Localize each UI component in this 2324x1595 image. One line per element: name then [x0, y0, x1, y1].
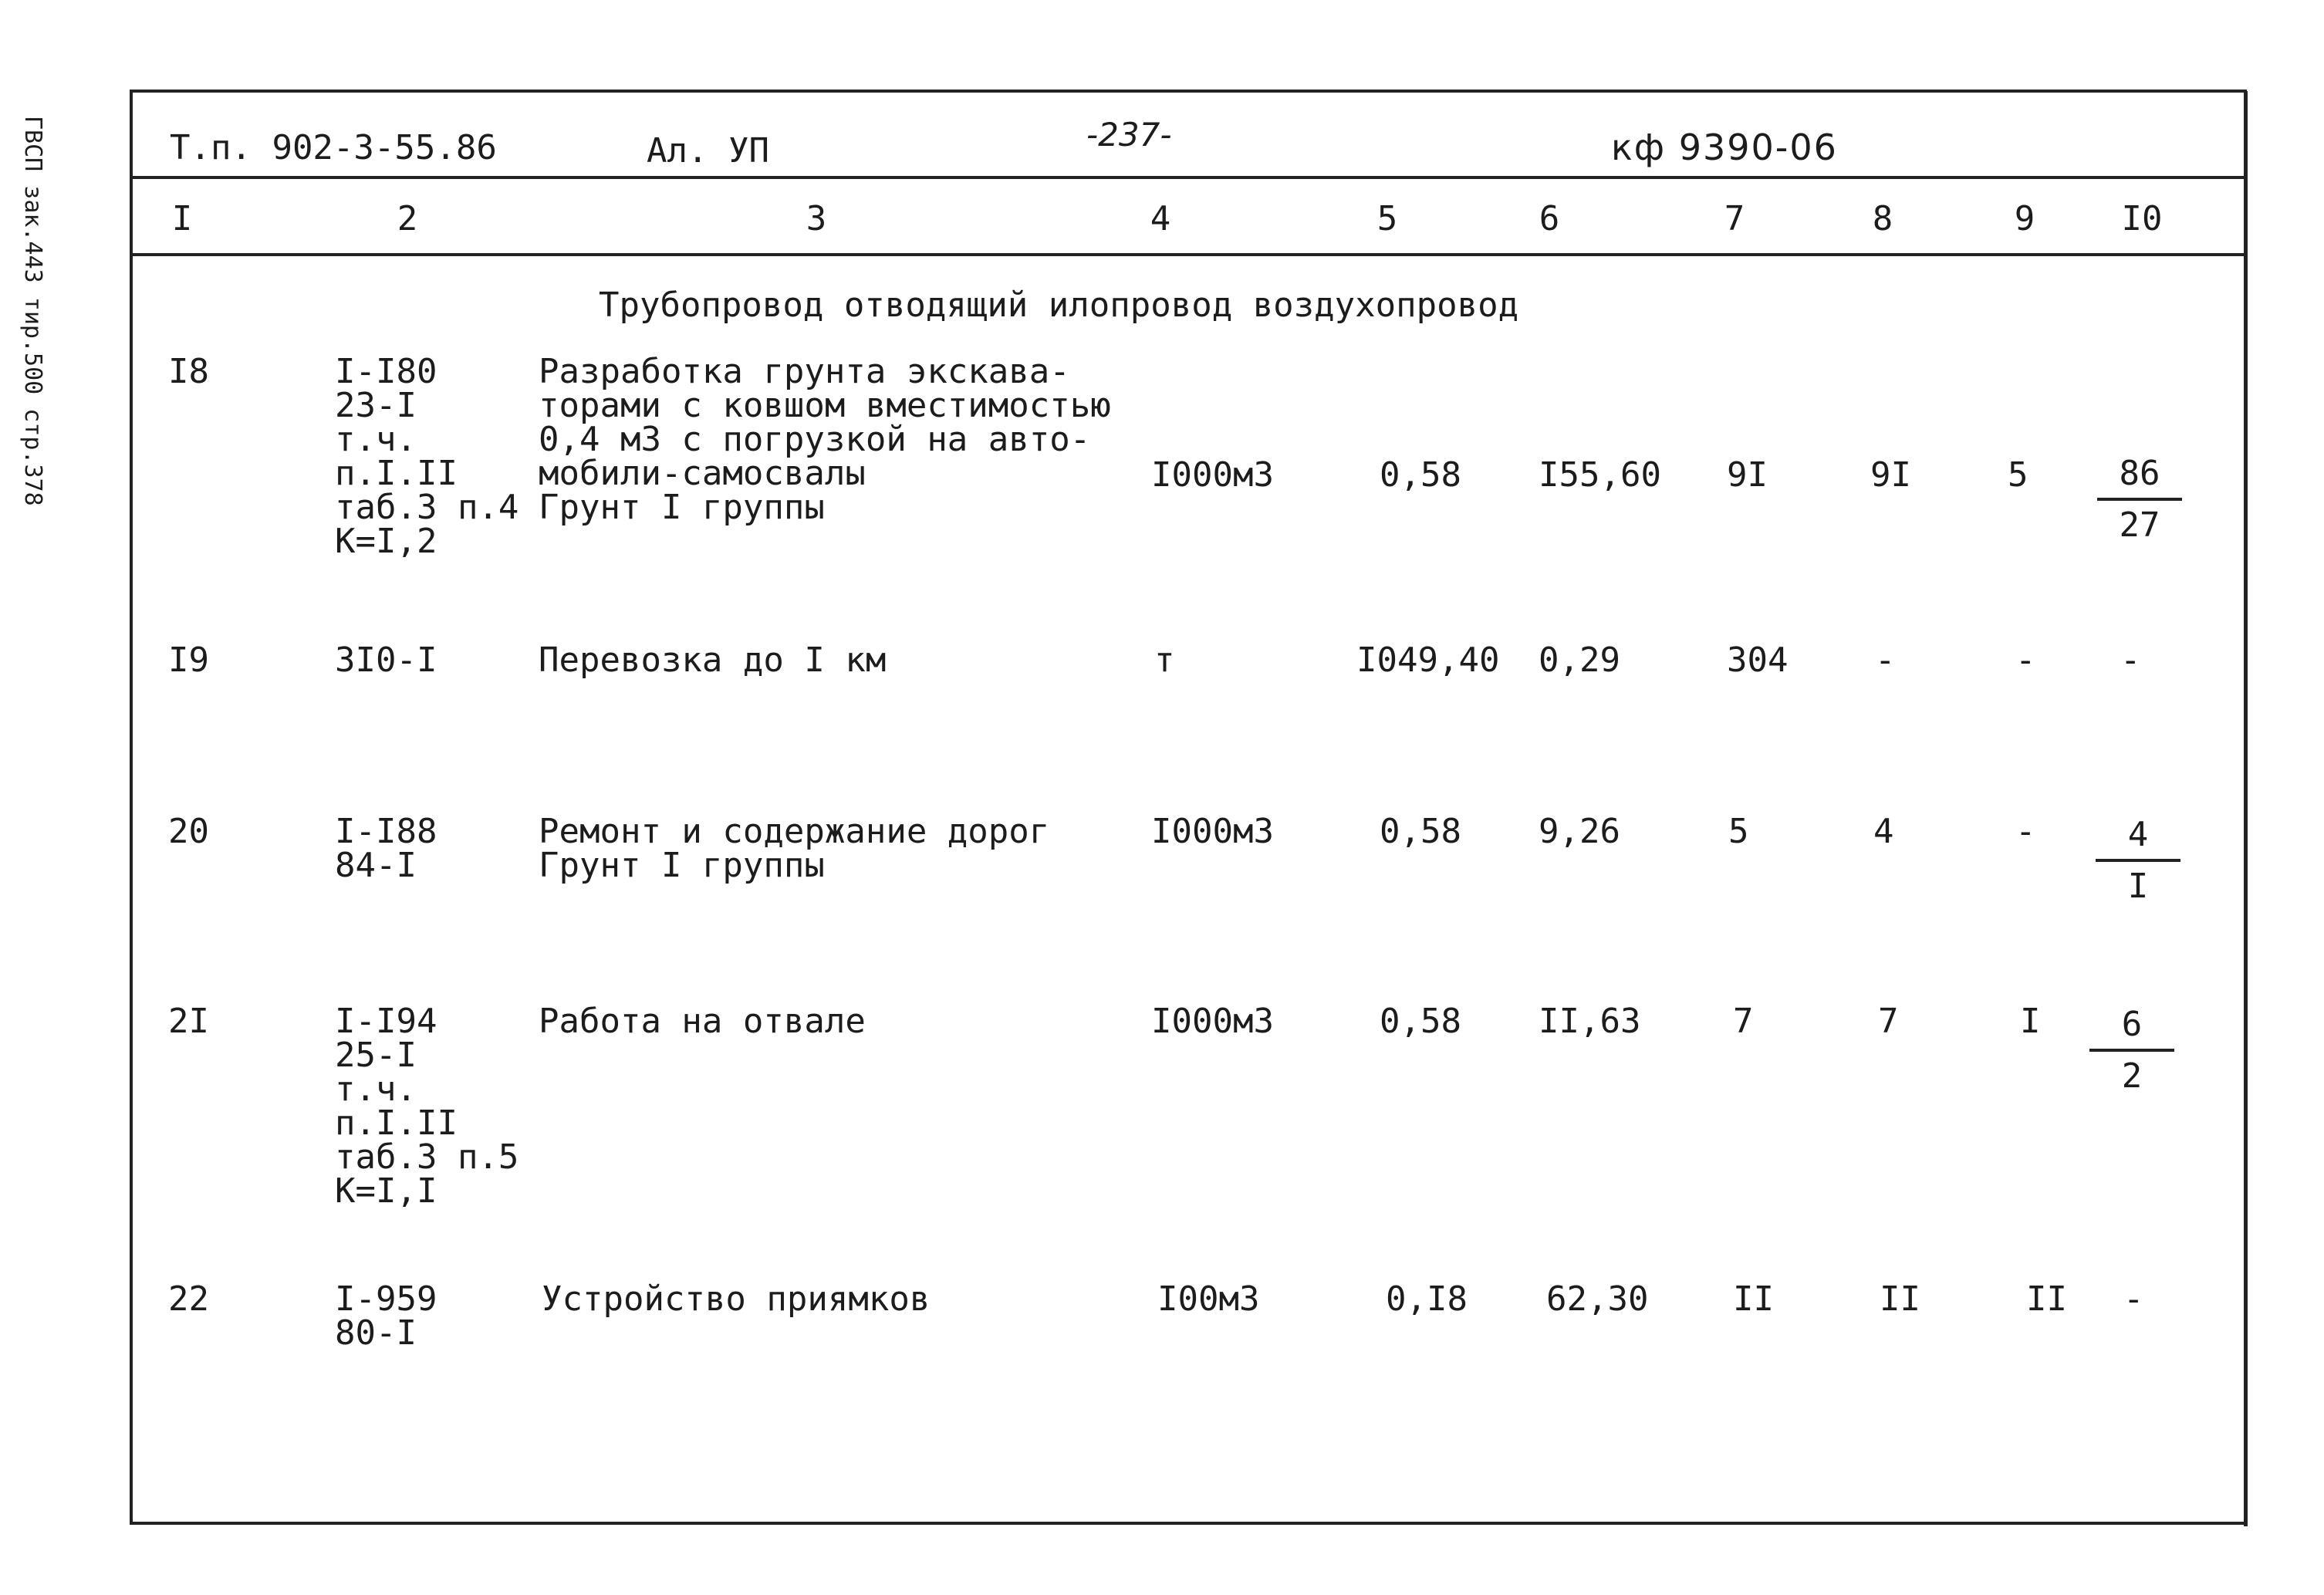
fraction-bottom: 27 [2119, 505, 2160, 545]
col7-value: 304 [1727, 640, 1789, 680]
margin-note: ГВСП зак.443 тир.500 стр.378 [19, 116, 46, 506]
col9-value: - [2015, 812, 2036, 851]
fraction-bar [2096, 859, 2180, 862]
col7-value: II [1733, 1279, 1774, 1319]
col-header-1: I [171, 199, 193, 238]
album-label: Ал. УП [647, 131, 769, 171]
norm-code: I-959 80-I [335, 1279, 437, 1353]
fraction-bottom: I [2127, 867, 2149, 906]
header-divider [130, 176, 2247, 179]
row-number: I9 [168, 640, 209, 680]
unit-price: 9,26 [1539, 812, 1620, 851]
unit-price: I55,60 [1539, 455, 1661, 495]
col7-value: 5 [1728, 812, 1749, 851]
col10-fraction [2097, 454, 2182, 545]
columns-divider [130, 253, 2247, 256]
unit: I000м3 [1151, 812, 1274, 851]
unit: I00м3 [1157, 1279, 1260, 1319]
col-header-10: I0 [2121, 199, 2163, 238]
col-header-7: 7 [1724, 199, 1745, 238]
unit: I000м3 [1151, 1002, 1274, 1041]
work-description: Перевозка до I км [539, 640, 887, 680]
col10-fraction [2096, 815, 2180, 906]
col-header-4: 4 [1150, 199, 1171, 238]
work-description: Устройство приямков [542, 1279, 931, 1319]
fraction-top: 4 [2127, 815, 2149, 854]
col9-value: 5 [2008, 455, 2028, 495]
row-number: I8 [168, 352, 209, 391]
work-description: Ремонт и содержание дорог Грунт I группы [539, 812, 1050, 885]
quantity: 0,58 [1380, 455, 1461, 495]
fraction-top: 86 [2119, 454, 2160, 493]
col-header-8: 8 [1872, 199, 1893, 238]
fraction-bar [2097, 498, 2182, 501]
col-header-2: 2 [397, 199, 418, 238]
doc-code: Т.п. 902-3-55.86 [170, 128, 497, 167]
col10-value: - [2120, 640, 2141, 680]
norm-code: I-I88 84-I [335, 812, 437, 885]
work-description: Работа на отвале [539, 1002, 866, 1041]
col10-value: - [2123, 1279, 2144, 1319]
col8-value: 7 [1878, 1002, 1899, 1041]
quantity: 0,58 [1380, 812, 1461, 851]
norm-code: I-I94 25-I т.ч. п.I.II таб.3 п.5 К=I,I [335, 1002, 519, 1211]
reference-code: кф 9390-06 [1611, 127, 1838, 168]
col9-value: I [2020, 1002, 2041, 1041]
unit-price: II,63 [1539, 1002, 1641, 1041]
col8-value: - [1875, 640, 1896, 680]
unit: I000м3 [1151, 455, 1274, 495]
norm-code: I-I80 23-I т.ч. п.I.II таб.3 п.4 К=I,2 [335, 352, 519, 561]
section-title: Трубопровод отводящий илопровод воздухопровод [599, 286, 1519, 325]
col7-value: 7 [1733, 1002, 1754, 1041]
col-header-3: 3 [806, 199, 827, 238]
unit-price: 62,30 [1546, 1279, 1649, 1319]
fraction-bar [2089, 1049, 2174, 1052]
quantity: 0,58 [1380, 1002, 1461, 1041]
col9-value: II [2026, 1279, 2067, 1319]
col9-value: - [2015, 640, 2036, 680]
row-number: 20 [168, 812, 209, 851]
col8-value: 9I [1870, 455, 1911, 495]
fraction-bottom: 2 [2121, 1056, 2143, 1096]
row-number: 22 [168, 1279, 209, 1319]
col8-value: 4 [1873, 812, 1894, 851]
quantity: I049,40 [1356, 640, 1500, 680]
unit-price: 0,29 [1539, 640, 1620, 680]
unit: т [1154, 640, 1175, 680]
col10-fraction [2089, 1005, 2174, 1096]
work-description: Разработка грунта экскава- торами с ковшом вместимостью 0,4 м3 с погрузкой на авто- мобили-самосвалы Грунт I группы [539, 352, 1111, 527]
col-header-9: 9 [2014, 199, 2035, 238]
col8-value: II [1880, 1279, 1920, 1319]
quantity: 0,I8 [1386, 1279, 1468, 1319]
frame-right-edge [2244, 91, 2248, 1526]
col-header-6: 6 [1539, 199, 1560, 238]
col7-value: 9I [1727, 455, 1768, 495]
row-number: 2I [168, 1002, 209, 1041]
norm-code: 3I0-I [335, 640, 437, 680]
page-number: -237- [1086, 116, 1172, 154]
col-header-5: 5 [1376, 199, 1398, 238]
fraction-top: 6 [2121, 1005, 2143, 1044]
